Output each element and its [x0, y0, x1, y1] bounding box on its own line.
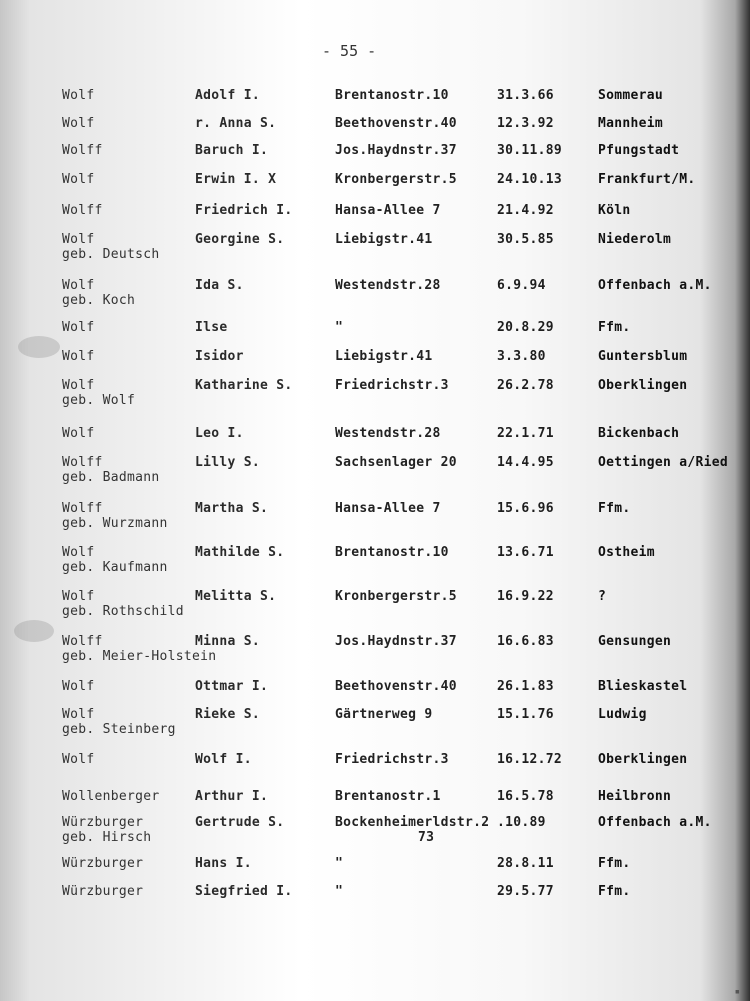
birthplace-cell-text: Köln: [598, 203, 631, 218]
street-cell: [335, 455, 457, 470]
given-name-cell: [195, 815, 284, 830]
given-name-cell-text: Ilse: [195, 320, 228, 335]
birthdate-cell: [497, 88, 554, 103]
birthplace-cell-text: Ffm.: [598, 856, 631, 871]
given-name-cell-text: Mathilde S.: [195, 545, 285, 560]
table-row: [0, 278, 750, 308]
birthplace-cell: [598, 143, 679, 158]
street-cell-text: ": [335, 884, 344, 899]
surname-cell: [62, 815, 151, 845]
birthdate-cell-text: 28.8.11: [497, 856, 554, 871]
surname-cell-line2: geb. Koch: [62, 293, 136, 308]
given-name-cell-text: Wolf I.: [195, 752, 252, 767]
birthplace-cell: [598, 634, 671, 649]
surname-cell: [62, 278, 135, 308]
surname-cell: [62, 143, 103, 158]
birthdate-cell: [497, 378, 554, 393]
given-name-cell: [195, 789, 268, 804]
table-row: [0, 455, 750, 485]
street-cell-text: Jos.Haydnstr.37: [335, 634, 457, 649]
birthdate-cell: [497, 752, 562, 767]
surname-cell: [62, 172, 95, 187]
street-cell: [335, 752, 449, 767]
given-name-cell-text: Georgine S.: [195, 232, 285, 247]
birthplace-cell: [598, 815, 712, 830]
given-name-cell: [195, 203, 293, 218]
birthdate-cell: [497, 426, 554, 441]
given-name-cell: [195, 707, 260, 722]
birthdate-cell-text: 16.6.83: [497, 634, 554, 649]
given-name-cell: [195, 349, 244, 364]
given-name-cell: [195, 589, 276, 604]
birthplace-cell: [598, 679, 687, 694]
birthdate-cell-text: 22.1.71: [497, 426, 554, 441]
birthplace-cell: [598, 789, 671, 804]
birthplace-cell: [598, 203, 631, 218]
surname-cell-line2: geb. Meier-Holstein: [62, 649, 217, 664]
table-row: [0, 349, 750, 379]
surname-cell-text: Wolff: [62, 634, 103, 649]
surname-cell: [62, 589, 184, 619]
surname-cell-line2: geb. Kaufmann: [62, 560, 168, 575]
birthplace-cell: [598, 378, 687, 393]
birthdate-cell: [497, 455, 554, 470]
birthdate-cell: [497, 789, 554, 804]
birthdate-cell: [497, 856, 554, 871]
street-cell: [335, 707, 433, 722]
street-cell-text: Brentanostr.10: [335, 88, 449, 103]
birthdate-cell-text: 26.2.78: [497, 378, 554, 393]
birthplace-cell-text: Niederolm: [598, 232, 672, 247]
birthplace-cell: [598, 320, 631, 335]
surname-cell: [62, 320, 95, 335]
surname-cell-text: Wolff: [62, 501, 103, 516]
given-name-cell-text: Leo I.: [195, 426, 244, 441]
surname-cell-line2: geb. Deutsch: [62, 247, 160, 262]
surname-cell-line2: geb. Badmann: [62, 470, 160, 485]
birthdate-cell-text: 16.12.72: [497, 752, 563, 767]
given-name-cell-text: Ida S.: [195, 278, 244, 293]
birthdate-cell: [497, 232, 554, 247]
birthdate-cell-text: 24.10.13: [497, 172, 563, 187]
given-name-cell: [195, 856, 252, 871]
surname-cell-line2: geb. Wurzmann: [62, 516, 168, 531]
edge-mark: ▪: [734, 987, 740, 997]
birthplace-cell: [598, 856, 631, 871]
given-name-cell-text: r. Anna S.: [195, 116, 277, 131]
birthplace-cell-text: Oberklingen: [598, 752, 688, 767]
surname-cell: [62, 545, 168, 575]
birthplace-cell: [598, 589, 606, 604]
street-cell: [335, 232, 433, 247]
surname-cell: [62, 856, 143, 871]
birthplace-cell-text: Offenbach a.M.: [598, 278, 712, 293]
birthplace-cell-text: Ludwig: [598, 707, 647, 722]
table-row: [0, 88, 750, 118]
street-cell: [335, 116, 457, 131]
street-cell: [335, 815, 489, 845]
birthdate-cell-text: 6.9.94: [497, 278, 546, 293]
surname-cell-text: Wolf: [62, 172, 95, 187]
street-cell: [335, 203, 441, 218]
birthplace-cell-text: Offenbach a.M.: [598, 815, 712, 830]
birthplace-cell-text: Ffm.: [598, 320, 631, 335]
surname-cell-text: Wolff: [62, 203, 103, 218]
street-cell-text: Bockenheimerldstr.2: [335, 815, 490, 830]
surname-cell-text: Wollenberger: [62, 789, 160, 804]
street-cell-text: Sachsenlager 20: [335, 455, 457, 470]
birthplace-cell-text: Ffm.: [598, 501, 631, 516]
street-cell: [335, 884, 418, 899]
street-cell-text: Friedrichstr.3: [335, 752, 449, 767]
street-cell: [335, 545, 449, 560]
table-row: [0, 501, 750, 531]
given-name-cell-text: Martha S.: [195, 501, 269, 516]
birthplace-cell: [598, 455, 728, 470]
birthplace-cell-text: Ffm.: [598, 884, 631, 899]
street-cell: [335, 589, 457, 604]
surname-cell-text: Wolf: [62, 426, 95, 441]
street-cell: [335, 426, 441, 441]
given-name-cell: [195, 116, 276, 131]
surname-cell-text: Wolf: [62, 88, 95, 103]
birthdate-cell: [497, 143, 562, 158]
given-name-cell: [195, 172, 276, 187]
surname-cell-text: Würzburger: [62, 815, 144, 830]
surname-cell: [62, 752, 95, 767]
given-name-cell: [195, 232, 284, 247]
surname-cell: [62, 501, 168, 531]
birthplace-cell-text: Heilbronn: [598, 789, 672, 804]
birthdate-cell: [497, 172, 562, 187]
street-cell-text: Brentanostr.10: [335, 545, 449, 560]
birthdate-cell-text: 21.4.92: [497, 203, 554, 218]
table-row: [0, 856, 750, 886]
given-name-cell: [195, 752, 252, 767]
birthdate-cell: [497, 545, 554, 560]
table-row: [0, 172, 750, 202]
surname-cell: [62, 232, 160, 262]
given-name-cell-text: Adolf I.: [195, 88, 261, 103]
street-cell: [335, 172, 457, 187]
given-name-cell: [195, 679, 268, 694]
street-cell-text: ": [335, 320, 344, 335]
given-name-cell: [195, 634, 260, 649]
given-name-cell: [195, 88, 260, 103]
table-row: [0, 634, 750, 664]
street-cell: [335, 634, 457, 649]
birthdate-cell-text: 30.5.85: [497, 232, 554, 247]
birthdate-cell-text: .10.89: [497, 815, 546, 830]
surname-cell: [62, 88, 95, 103]
surname-cell-text: Wolff: [62, 455, 103, 470]
surname-cell: [62, 789, 160, 804]
birthplace-cell-text: Oberklingen: [598, 378, 688, 393]
given-name-cell: [195, 378, 293, 393]
given-name-cell-text: Melitta S.: [195, 589, 277, 604]
surname-cell-text: Wolf: [62, 589, 95, 604]
surname-cell: [62, 455, 160, 485]
birthdate-cell-text: 14.4.95: [497, 455, 554, 470]
street-cell-text: Kronbergerstr.5: [335, 172, 457, 187]
birthplace-cell: [598, 501, 631, 516]
birthplace-cell: [598, 426, 679, 441]
birthdate-cell: [497, 634, 554, 649]
birthplace-cell-text: Gensungen: [598, 634, 672, 649]
birthdate-cell: [497, 278, 546, 293]
surname-cell-text: Wolf: [62, 116, 95, 131]
birthplace-cell-text: Oettingen a/Ried: [598, 455, 729, 470]
table-row: [0, 707, 750, 737]
given-name-cell-text: Siegfried I.: [195, 884, 293, 899]
table-row: [0, 589, 750, 619]
birthdate-cell: [497, 679, 554, 694]
birthdate-cell-text: 26.1.83: [497, 679, 554, 694]
birthplace-cell-text: Blieskastel: [598, 679, 688, 694]
street-cell-text: Kronbergerstr.5: [335, 589, 457, 604]
surname-cell-text: Wolf: [62, 679, 95, 694]
street-cell-text: Hansa-Allee 7: [335, 203, 441, 218]
given-name-cell: [195, 143, 268, 158]
surname-cell-text: Wolf: [62, 707, 95, 722]
birthdate-cell-text: 16.5.78: [497, 789, 554, 804]
surname-cell-text: Wolf: [62, 349, 95, 364]
given-name-cell-text: Gertrude S.: [195, 815, 285, 830]
table-row: [0, 545, 750, 575]
birthdate-cell: [497, 589, 554, 604]
surname-cell-line2: geb. Wolf: [62, 393, 136, 408]
surname-cell: [62, 884, 143, 899]
birthplace-cell-text: Pfungstadt: [598, 143, 680, 158]
street-cell: [335, 856, 418, 871]
street-cell-text: Liebigstr.41: [335, 232, 433, 247]
given-name-cell: [195, 278, 244, 293]
street-cell-text: Friedrichstr.3: [335, 378, 449, 393]
surname-cell-text: Wolff: [62, 143, 103, 158]
birthplace-cell: [598, 278, 712, 293]
birthplace-cell: [598, 707, 647, 722]
birthdate-cell: [497, 203, 554, 218]
street-cell-text: Gärtnerweg 9: [335, 707, 433, 722]
given-name-cell-text: Ottmar I.: [195, 679, 269, 694]
birthdate-cell: [497, 116, 554, 131]
given-name-cell: [195, 501, 268, 516]
surname-cell: [62, 707, 176, 737]
street-cell: [335, 88, 449, 103]
table-row: [0, 320, 750, 350]
table-row: [0, 203, 750, 233]
street-cell: [335, 349, 433, 364]
street-cell-text: Liebigstr.41: [335, 349, 433, 364]
birthdate-cell-text: 20.8.29: [497, 320, 554, 335]
page-number: - 55 -: [322, 42, 377, 60]
street-cell-text: Hansa-Allee 7: [335, 501, 441, 516]
surname-cell-line2: geb. Steinberg: [62, 722, 176, 737]
given-name-cell-text: Friedrich I.: [195, 203, 293, 218]
surname-cell-text: Wolf: [62, 545, 95, 560]
street-cell: [335, 501, 441, 516]
given-name-cell: [195, 545, 284, 560]
street-cell-text: Beethovenstr.40: [335, 679, 457, 694]
birthdate-cell: [497, 320, 554, 335]
surname-cell-text: Würzburger: [62, 856, 144, 871]
birthplace-cell: [598, 884, 631, 899]
given-name-cell: [195, 884, 293, 899]
table-row: [0, 426, 750, 456]
surname-cell: [62, 634, 216, 664]
table-row: [0, 143, 750, 173]
surname-cell: [62, 116, 95, 131]
given-name-cell-text: Erwin I. X: [195, 172, 277, 187]
surname-cell: [62, 679, 95, 694]
street-cell-text: Beethovenstr.40: [335, 116, 457, 131]
street-cell-text: Westendstr.28: [335, 426, 441, 441]
birthdate-cell-text: 29.5.77: [497, 884, 554, 899]
given-name-cell-text: Katharine S.: [195, 378, 293, 393]
birthdate-cell: [497, 884, 554, 899]
table-row: [0, 752, 750, 782]
street-cell: [335, 278, 441, 293]
street-cell: [335, 679, 457, 694]
birthdate-cell-text: 15.1.76: [497, 707, 554, 722]
birthdate-cell: [497, 815, 546, 830]
table-row: [0, 378, 750, 408]
surname-cell: [62, 203, 103, 218]
given-name-cell-text: Isidor: [195, 349, 244, 364]
birthdate-cell-text: 30.11.89: [497, 143, 563, 158]
street-cell-text: ": [335, 856, 344, 871]
given-name-cell-text: Baruch I.: [195, 143, 269, 158]
birthplace-cell: [598, 752, 687, 767]
birthplace-cell-text: Mannheim: [598, 116, 664, 131]
birthdate-cell-text: 31.3.66: [497, 88, 554, 103]
birthplace-cell: [598, 349, 687, 364]
table-row: [0, 116, 750, 146]
birthplace-cell: [598, 232, 671, 247]
birthplace-cell-text: Frankfurt/M.: [598, 172, 696, 187]
surname-cell-line2: geb. Hirsch: [62, 830, 152, 845]
surname-cell-text: Würzburger: [62, 884, 144, 899]
birthdate-cell: [497, 707, 554, 722]
birthplace-cell: [598, 545, 655, 560]
birthplace-cell: [598, 172, 696, 187]
surname-cell-text: Wolf: [62, 378, 95, 393]
street-cell-text: Westendstr.28: [335, 278, 441, 293]
given-name-cell: [195, 320, 228, 335]
surname-cell: [62, 378, 135, 408]
surname-cell: [62, 349, 95, 364]
given-name-cell-text: Lilly S.: [195, 455, 261, 470]
given-name-cell-text: Minna S.: [195, 634, 261, 649]
birthplace-cell-text: Bickenbach: [598, 426, 680, 441]
birthdate-cell-text: 15.6.96: [497, 501, 554, 516]
street-cell-text: Brentanostr.1: [335, 789, 441, 804]
birthdate-cell-text: 3.3.80: [497, 349, 546, 364]
surname-cell-text: Wolf: [62, 232, 95, 247]
table-row: [0, 884, 750, 914]
table-row: [0, 679, 750, 709]
birthplace-cell-text: Guntersblum: [598, 349, 688, 364]
surname-cell-text: Wolf: [62, 278, 95, 293]
given-name-cell-text: Rieke S.: [195, 707, 261, 722]
birthplace-cell: [598, 116, 663, 131]
street-cell: [335, 378, 449, 393]
given-name-cell-text: Hans I.: [195, 856, 252, 871]
birthdate-cell-text: 13.6.71: [497, 545, 554, 560]
given-name-cell: [195, 455, 260, 470]
birthdate-cell: [497, 501, 554, 516]
birthdate-cell-text: 12.3.92: [497, 116, 554, 131]
street-cell: [335, 320, 418, 335]
street-cell: [335, 789, 441, 804]
birthplace-cell: [598, 88, 663, 103]
surname-cell: [62, 426, 95, 441]
given-name-cell: [195, 426, 244, 441]
surname-cell-line2: geb. Rothschild: [62, 604, 184, 619]
birthdate-cell: [497, 349, 546, 364]
surname-cell-text: Wolf: [62, 320, 95, 335]
table-row: [0, 815, 750, 845]
surname-cell-text: Wolf: [62, 752, 95, 767]
birthdate-cell-text: 16.9.22: [497, 589, 554, 604]
street-cell: [335, 143, 457, 158]
table-row: [0, 232, 750, 262]
birthplace-cell-text: Sommerau: [598, 88, 664, 103]
given-name-cell-text: Arthur I.: [195, 789, 269, 804]
street-cell-line2: 73: [418, 830, 435, 845]
birthplace-cell-text: Ostheim: [598, 545, 655, 560]
street-cell-text: Jos.Haydnstr.37: [335, 143, 457, 158]
birthplace-cell-text: ?: [598, 589, 607, 604]
